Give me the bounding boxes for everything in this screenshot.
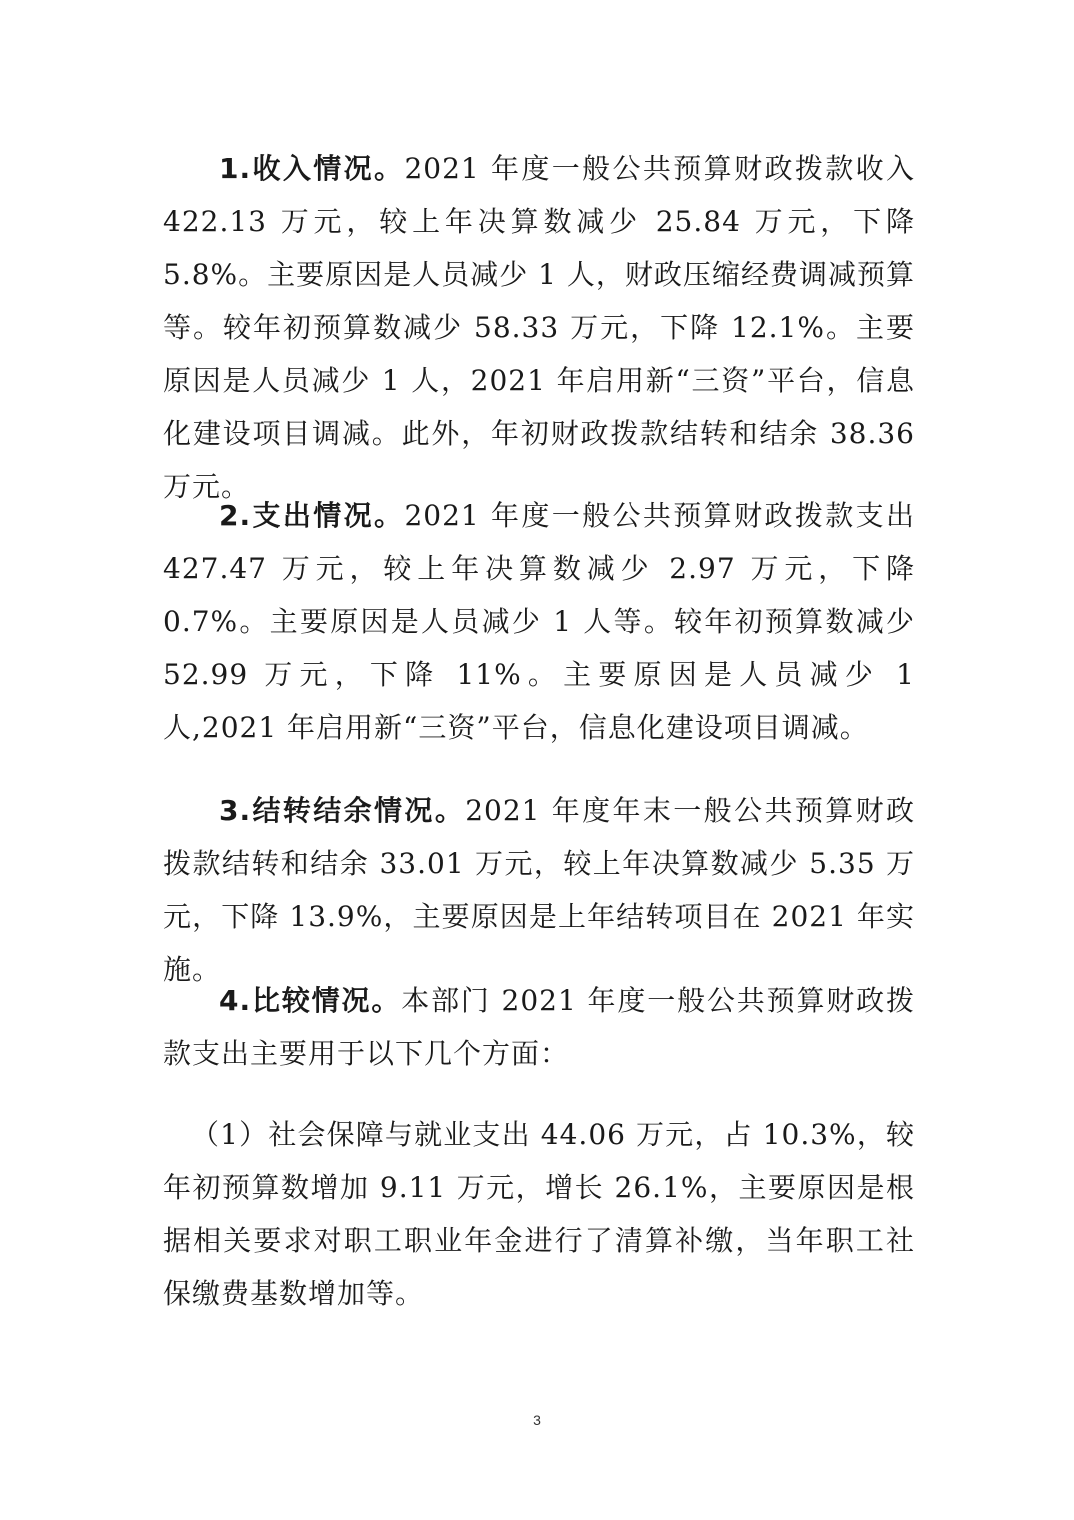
paragraph-income (163, 142, 915, 513)
paragraph-expenditure (163, 489, 915, 754)
page-number: 3 (533, 1412, 541, 1428)
paragraph-heading-comparison: 4.比较情况。 (219, 984, 402, 1017)
paragraph-heading-carryover: 3.结转结余情况。 (219, 794, 466, 827)
paragraph-comparison (163, 974, 915, 1080)
paragraph-carryover (163, 784, 915, 996)
paragraph-text-income: 2021 年度一般公共预算财政拨款收入 422.13 万元，较上年决算数减少 25.84 万元，下降 5.8%。主要原因是人员减少 1 人，财政压缩经费调减预算等。较年初预算数减少 58.33 万元，下降 12.1%。主要原因是人员减少 1 人，2021 年启用新“三资”平台，信息化建设项目调减。此外，年初财政拨款结转和结余 38.36 万元。 (163, 152, 915, 503)
paragraph-heading-expenditure: 2.支出情况。 (219, 499, 405, 532)
paragraph-social-security (163, 1108, 915, 1320)
paragraph-text-expenditure: 2021 年度一般公共预算财政拨款支出 427.47 万元，较上年决算数减少 2.97 万元，下降 0.7%。主要原因是人员减少 1 人等。较年初预算数减少 52.99 万元，下降 11%。主要原因是人员减少 1 人,2021 年启用新“三资”平台，信息化建设项目调减。 (163, 499, 915, 744)
paragraph-text-carryover: 2021 年度年末一般公共预算财政拨款结转和结余 33.01 万元，较上年决算数减少 5.35 万元，下降 13.9%，主要原因是上年结转项目在 2021 年实施。 (163, 794, 915, 986)
paragraph-heading-income: 1.收入情况。 (219, 152, 405, 185)
paragraph-text-comparison: 本部门 2021 年度一般公共预算财政拨款支出主要用于以下几个方面： (163, 984, 916, 1070)
paragraph-text-social-security: （1）社会保障与就业支出 44.06 万元，占 10.3%，较年初预算数增加 9.11 万元，增长 26.1%，主要原因是根据相关要求对职工职业年金进行了清算补缴，当年职工社保缴费基数增加等。 (163, 1118, 915, 1310)
